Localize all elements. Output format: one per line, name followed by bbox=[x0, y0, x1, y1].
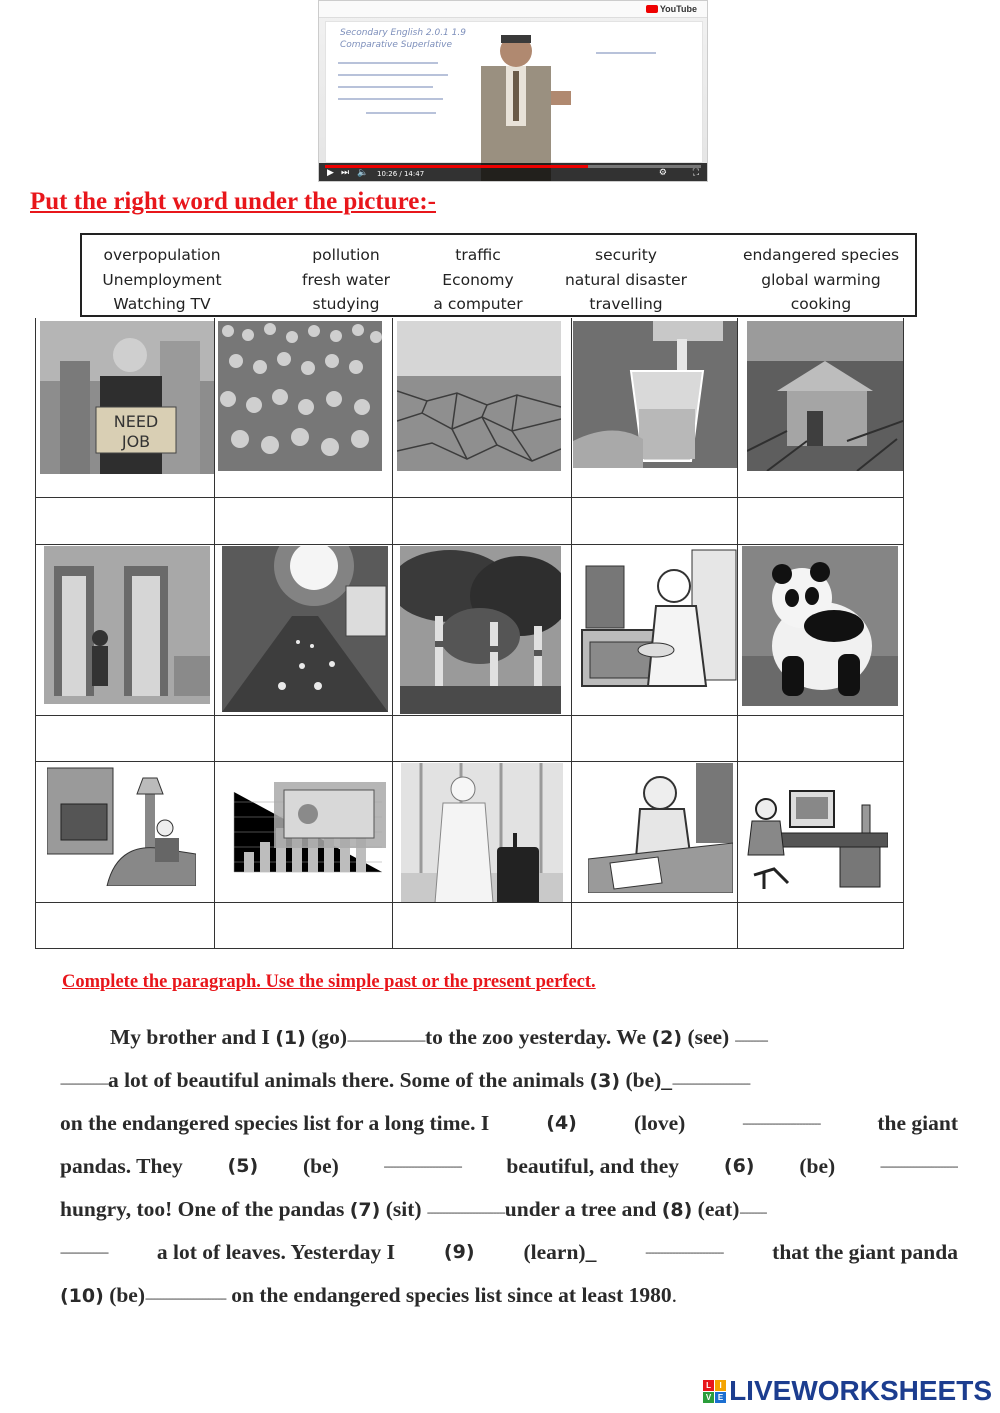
question-number: (10) bbox=[60, 1285, 104, 1307]
picture-overpopulation bbox=[218, 321, 382, 471]
page-title: Put the right word under the picture:- bbox=[30, 188, 436, 215]
word-bank-item: Unemployment bbox=[102, 271, 222, 289]
mark-letter: E bbox=[715, 1392, 726, 1403]
answer-cell[interactable] bbox=[573, 718, 736, 760]
blank-5[interactable]: -------------------------- bbox=[383, 1159, 462, 1173]
sign-text-line-2: JOB bbox=[121, 432, 151, 451]
text: to the zoo yesterday. We bbox=[424, 1025, 652, 1049]
grid-line bbox=[35, 715, 904, 716]
blank-7[interactable]: -------------------------- bbox=[426, 1205, 505, 1219]
question-number: (9) bbox=[443, 1241, 475, 1263]
text: a lot of leaves. Yesterday I bbox=[156, 1240, 395, 1264]
question-number: (6) bbox=[723, 1155, 755, 1177]
picture-global-warming bbox=[397, 321, 561, 471]
picture-pollution bbox=[400, 546, 561, 714]
text: under a tree and bbox=[504, 1197, 662, 1221]
text: pandas. They bbox=[60, 1154, 183, 1178]
picture-unemployment bbox=[40, 321, 214, 474]
blank-9[interactable]: -------------------------- bbox=[645, 1245, 724, 1259]
grid-line bbox=[35, 544, 904, 545]
text: that the giant panda bbox=[772, 1240, 958, 1264]
picture-cooking bbox=[572, 546, 738, 706]
volume-icon[interactable]: 🔈 bbox=[357, 168, 369, 178]
word-bank-item: fresh water bbox=[301, 271, 391, 289]
blank-10[interactable]: --------------------------- bbox=[145, 1291, 226, 1305]
mark-letter: V bbox=[703, 1392, 714, 1403]
picture-traffic bbox=[222, 546, 388, 712]
board-line-2: Comparative Superlative bbox=[340, 40, 453, 50]
text: beautiful, and they bbox=[506, 1154, 680, 1178]
picture-security bbox=[44, 546, 210, 704]
verb-hint: (be) bbox=[302, 1154, 339, 1178]
verb-hint: (sit) bbox=[380, 1197, 427, 1221]
answer-cell[interactable] bbox=[573, 500, 736, 542]
answer-cell[interactable] bbox=[394, 905, 569, 947]
picture-natural-disaster bbox=[747, 321, 903, 471]
grid-line bbox=[35, 902, 904, 903]
settings-icon[interactable]: ⚙ bbox=[658, 168, 667, 178]
cloze-paragraph bbox=[60, 1016, 958, 1317]
paragraph-line bbox=[60, 1231, 958, 1274]
mark-letter: L bbox=[703, 1380, 714, 1391]
grid-line bbox=[35, 497, 904, 498]
blank-8-cont[interactable]: ---------------- bbox=[60, 1245, 108, 1259]
text: My brother and I bbox=[110, 1025, 276, 1049]
paragraph-line bbox=[60, 1188, 958, 1231]
youtube-logo-icon: YouTube bbox=[646, 4, 697, 14]
grid-line bbox=[903, 318, 904, 949]
video-topbar bbox=[319, 1, 707, 18]
grid-line bbox=[35, 948, 904, 949]
video-player[interactable] bbox=[318, 0, 708, 182]
word-bank bbox=[80, 233, 917, 317]
answer-cell[interactable] bbox=[216, 905, 391, 947]
picture-a-computer bbox=[744, 785, 888, 889]
answer-cell[interactable] bbox=[394, 500, 569, 542]
next-icon[interactable]: ⏭ bbox=[341, 168, 350, 178]
blank-2[interactable]: ----------- bbox=[734, 1033, 768, 1047]
text: on the endangered species list for a long time. I bbox=[60, 1111, 490, 1135]
picture-grid bbox=[35, 318, 904, 949]
word-bank-item: traffic bbox=[455, 246, 501, 264]
instruction-heading: Complete the paragraph. Use the simple past or the present perfect. bbox=[62, 972, 596, 992]
blank-4[interactable]: -------------------------- bbox=[742, 1116, 821, 1130]
picture-endangered-species bbox=[742, 546, 898, 706]
question-number: (1) bbox=[275, 1027, 306, 1049]
verb-hint: (be) bbox=[103, 1283, 146, 1307]
word-bank-item: Watching TV bbox=[113, 295, 211, 313]
fullscreen-icon[interactable]: ⛶ bbox=[692, 168, 699, 178]
verb-hint: (be)_ bbox=[620, 1068, 673, 1092]
text: on the endangered species list since at least 1980 bbox=[225, 1283, 672, 1307]
blank-6[interactable]: -------------------------- bbox=[880, 1159, 958, 1173]
word-bank-item: studying bbox=[312, 295, 380, 313]
paragraph-line bbox=[60, 1145, 958, 1188]
answer-cell[interactable] bbox=[739, 905, 902, 947]
word-bank-item: global warming bbox=[761, 271, 881, 289]
question-number: (8) bbox=[661, 1199, 693, 1221]
sign-text-line-1: NEED bbox=[113, 412, 159, 431]
word-bank-item: pollution bbox=[312, 246, 380, 264]
video-time: 10:26 / 14:47 bbox=[377, 170, 425, 178]
grid-line bbox=[35, 318, 36, 949]
word-bank-item: a computer bbox=[433, 295, 523, 313]
question-number: (7) bbox=[349, 1199, 381, 1221]
paragraph-line bbox=[60, 1059, 958, 1102]
verb-hint: (see) bbox=[682, 1025, 735, 1049]
picture-studying bbox=[588, 763, 733, 893]
paragraph-line bbox=[60, 1016, 958, 1059]
answer-cell[interactable] bbox=[739, 718, 902, 760]
question-number: (4) bbox=[546, 1112, 577, 1134]
verb-hint: (love) bbox=[633, 1111, 686, 1135]
board-line-1: Secondary English 2.0.1 1.9 bbox=[340, 28, 466, 38]
text: hungry, too! One of the pandas bbox=[60, 1197, 350, 1221]
blank-8[interactable]: --------- bbox=[739, 1205, 767, 1219]
question-number: (5) bbox=[227, 1155, 259, 1177]
grid-line bbox=[35, 761, 904, 762]
mark-letter: I bbox=[715, 1380, 726, 1391]
paragraph-line bbox=[60, 1274, 958, 1317]
answer-cell[interactable] bbox=[37, 500, 213, 542]
grid-line bbox=[214, 318, 215, 949]
answer-cell[interactable] bbox=[216, 500, 391, 542]
video-controls[interactable] bbox=[319, 163, 707, 181]
answer-cell[interactable] bbox=[739, 500, 902, 542]
picture-watching-tv bbox=[47, 764, 196, 886]
word-bank-item: security bbox=[595, 246, 657, 264]
liveworksheets-logo[interactable] bbox=[703, 1375, 992, 1407]
answer-cell[interactable] bbox=[216, 718, 391, 760]
grid-line bbox=[571, 318, 572, 949]
answer-cell[interactable] bbox=[37, 718, 213, 760]
answer-cell[interactable] bbox=[37, 905, 213, 947]
word-bank-item: endangered species bbox=[742, 246, 900, 264]
word-bank-item: Economy bbox=[442, 271, 514, 289]
question-number: (3) bbox=[589, 1070, 621, 1092]
text: the giant bbox=[877, 1111, 958, 1135]
grid-line bbox=[392, 318, 393, 949]
liveworksheets-mark-icon bbox=[703, 1380, 726, 1403]
teacher-figure bbox=[451, 31, 581, 181]
blank-2-cont[interactable]: ---------------- bbox=[60, 1076, 108, 1090]
grid-line bbox=[737, 318, 738, 949]
verb-hint: (be) bbox=[799, 1154, 836, 1178]
paragraph-line bbox=[60, 1102, 958, 1145]
blank-3[interactable]: -------------------------- bbox=[672, 1076, 750, 1090]
word-bank-item: travelling bbox=[589, 295, 663, 313]
answer-cell[interactable] bbox=[394, 718, 569, 760]
text: a lot of beautiful animals there. Some of the animals bbox=[107, 1068, 590, 1092]
verb-hint: (eat) bbox=[692, 1197, 740, 1221]
logo-text: LIVEWORKSHEETS bbox=[729, 1375, 992, 1406]
blank-1[interactable]: -------------------------- bbox=[347, 1033, 425, 1047]
picture-fresh-water bbox=[573, 321, 737, 468]
verb-hint: (go) bbox=[305, 1025, 348, 1049]
word-bank-item: natural disaster bbox=[564, 271, 688, 289]
verb-hint: (learn)_ bbox=[523, 1240, 597, 1264]
answer-cell[interactable] bbox=[573, 905, 736, 947]
video-progress[interactable] bbox=[325, 165, 701, 168]
question-number: (2) bbox=[651, 1027, 683, 1049]
word-bank-item: cooking bbox=[790, 295, 852, 313]
text: . bbox=[671, 1283, 678, 1307]
play-icon[interactable]: ▶ bbox=[327, 168, 334, 178]
picture-economy bbox=[224, 782, 386, 881]
word-bank-item: overpopulation bbox=[103, 246, 221, 264]
